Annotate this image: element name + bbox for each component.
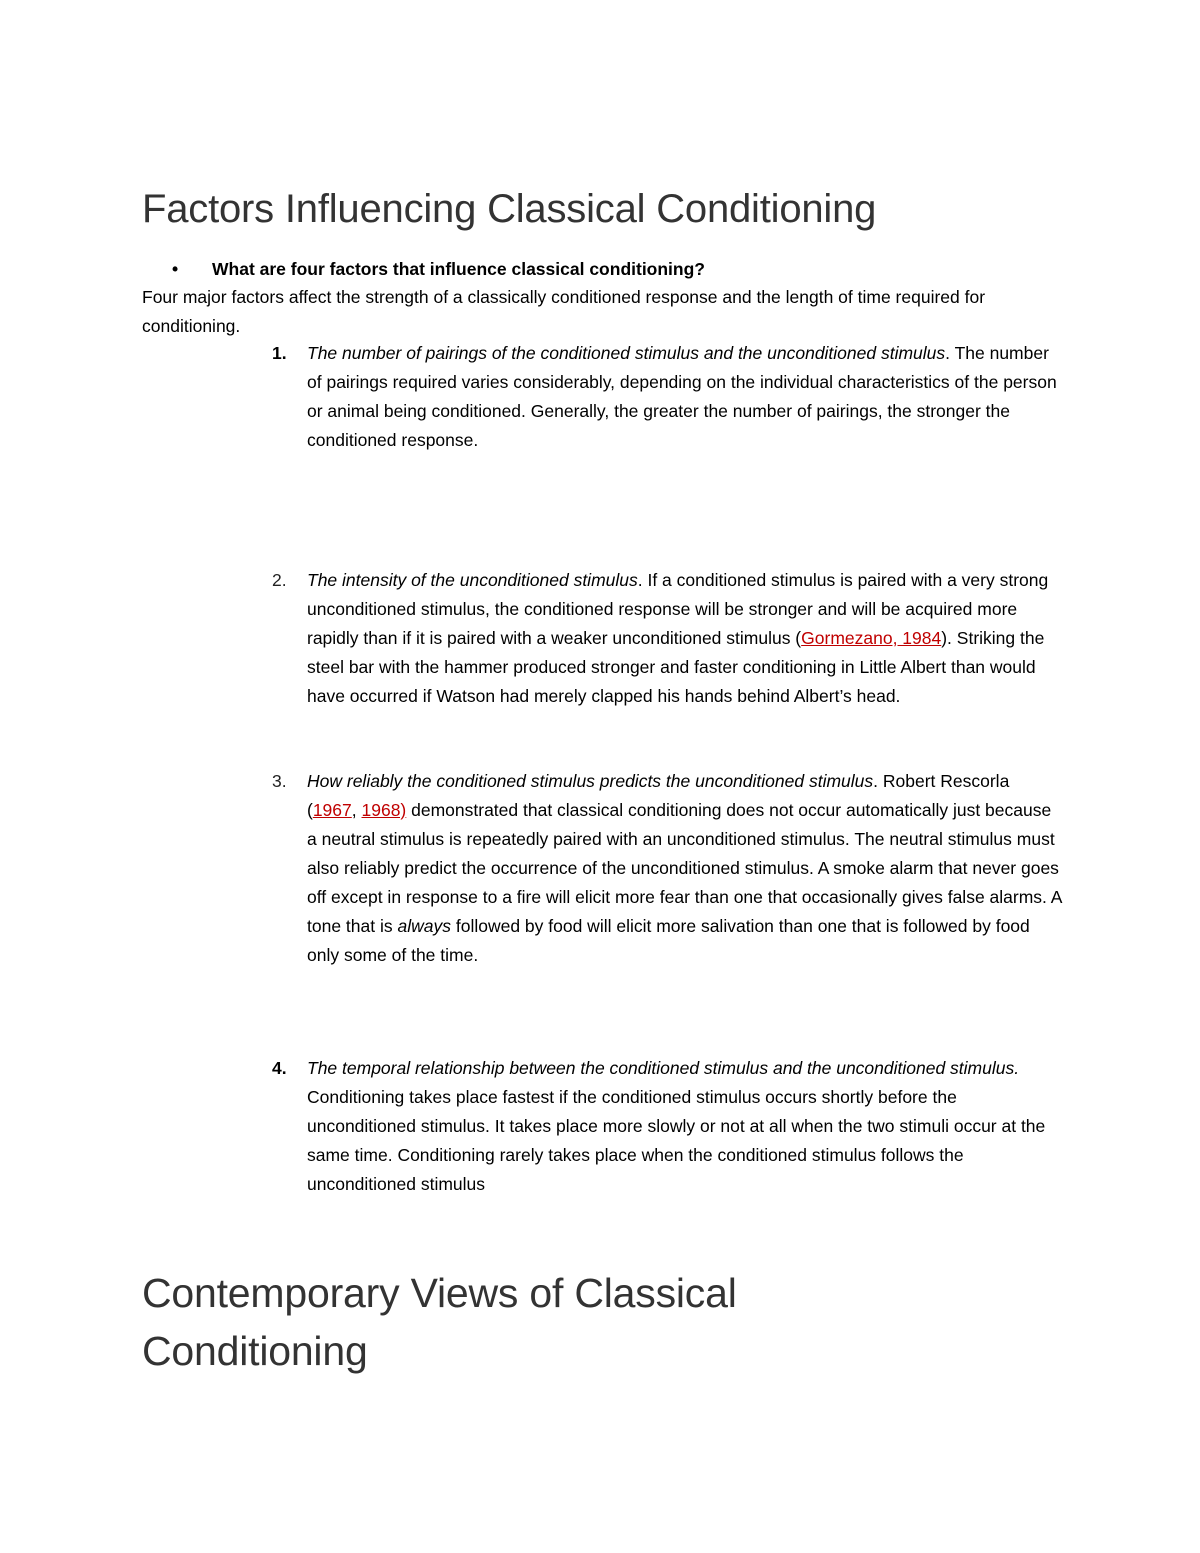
- factor-description-continued: ). Striking the steel bar with the hammer produced stronger and faster conditioning in Little Albert than would have occurred if Watson had merely clapped his hands behind Albert’s head.: [307, 628, 1045, 706]
- list-item-body: [307, 339, 1062, 455]
- factor-description-end: followed by food will elicit more salivation than one that is followed by food only some of the time.: [307, 916, 1030, 965]
- citation-separator: ,: [351, 800, 362, 820]
- citation-link-gormezano[interactable]: Gormezano, 1984: [801, 628, 942, 648]
- citation-link-1968[interactable]: 1968): [361, 800, 407, 820]
- citation-link-1967[interactable]: 1967: [312, 800, 352, 820]
- factor-title: The number of pairings of the conditioned stimulus and the unconditioned stimulus: [307, 343, 946, 363]
- factor-description-middle: demonstrated that classical conditioning does not occur automatically just because a neutral stimulus is repeatedly paired with an unconditioned stimulus. The neutral stimulus must also reliably predict the occurrence of the unconditioned stimulus. A smoke alarm that never goes off except in response to a fire will elicit more fear than one that occasionally gives false alarms. A tone that is: [307, 800, 1062, 936]
- bullet-question: [172, 255, 705, 284]
- list-item-number: 3.: [272, 771, 287, 791]
- factor-title: How reliably the conditioned stimulus predicts the unconditioned stimulus: [307, 771, 874, 791]
- section-heading-factors: Factors Influencing Classical Conditioning: [142, 187, 877, 231]
- list-item-number: 2.: [272, 570, 287, 590]
- list-item-number: 4.: [272, 1058, 287, 1078]
- list-item-2: [272, 566, 1062, 711]
- bullet-question-text: What are four factors that influence classical conditioning?: [212, 259, 705, 279]
- factor-title: The temporal relationship between the conditioned stimulus and the unconditioned stimulus.: [307, 1058, 1020, 1078]
- list-item-body: [307, 566, 1062, 711]
- factor-description: Conditioning takes place fastest if the conditioned stimulus occurs shortly before the unconditioned stimulus. It takes place more slowly or not at all when the two stimuli occur at the same time. Conditioning rarely takes place when the conditioned stimulus follows the unconditioned stimulus: [307, 1087, 1046, 1194]
- bullet-icon: •: [172, 259, 179, 279]
- factor-title: The intensity of the unconditioned stimulus: [307, 570, 638, 590]
- emphasis-word: always: [397, 916, 451, 936]
- list-item-3: [272, 767, 1062, 970]
- factor-description: . Robert Rescorla (: [307, 771, 1010, 820]
- intro-paragraph: Four major factors affect the strength of a classically conditioned response and the length of time required for conditioning.: [142, 287, 986, 336]
- list-item-4: [272, 1054, 1062, 1199]
- list-item-body: [307, 767, 1062, 970]
- list-item-number: 1.: [272, 343, 287, 363]
- list-item-body: [307, 1054, 1062, 1199]
- factor-description: . If a conditioned stimulus is paired with a very strong unconditioned stimulus, the conditioned response will be stronger and will be acquired more rapidly than if it is paired with a weaker unconditioned stimulus (: [307, 570, 1049, 648]
- factor-description: . The number of pairings required varies considerably, depending on the individual characteristics of the person or animal being conditioned. Generally, the greater the number of pairings, the stronger the conditioned response.: [307, 343, 1057, 450]
- list-item-1: [272, 339, 1062, 455]
- section-heading-contemporary: Contemporary Views of Classical Conditioning: [142, 1270, 737, 1374]
